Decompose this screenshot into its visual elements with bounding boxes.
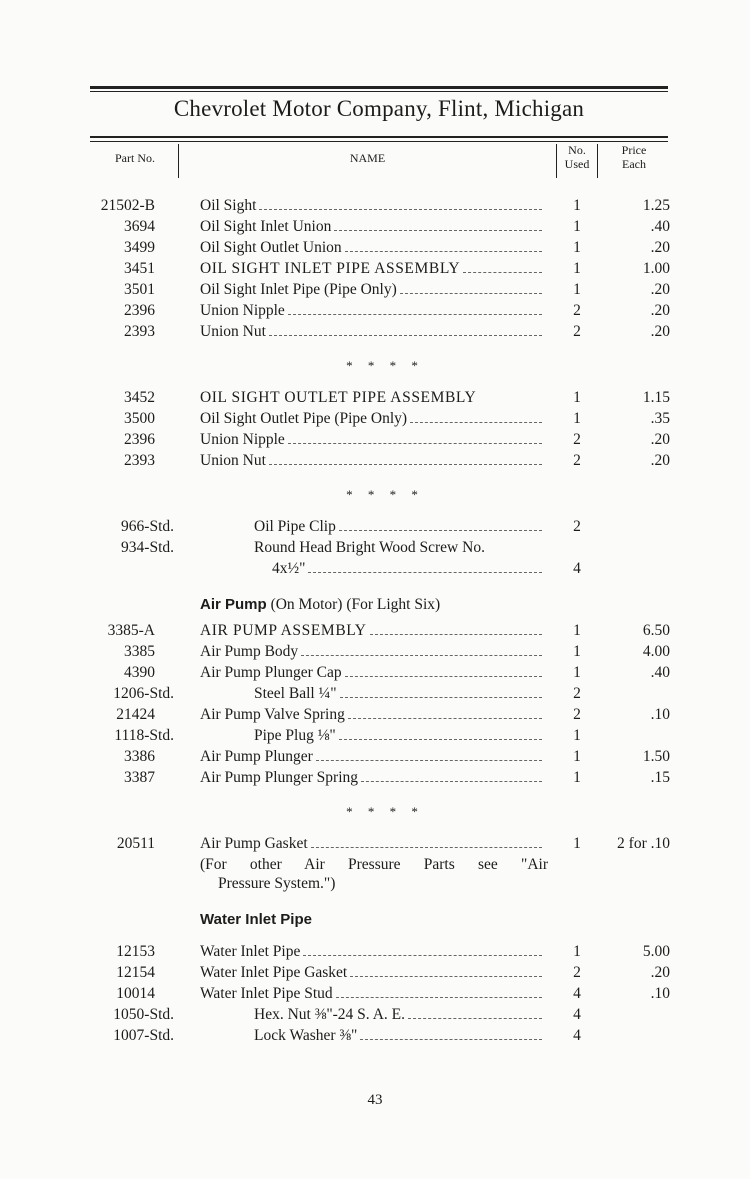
part-number: 3500 — [124, 410, 155, 427]
part-name: Round Head Bright Wood Screw No. — [254, 539, 485, 556]
table-row — [0, 662, 750, 683]
table-row — [0, 641, 750, 662]
dot-leader — [345, 237, 542, 252]
part-number: 2396 — [124, 431, 155, 448]
dot-leader — [345, 662, 542, 677]
price-each: 1.50 — [642, 748, 670, 765]
quantity-used: 1 — [573, 748, 581, 765]
part-number: 21424 — [116, 706, 155, 723]
table-row — [0, 683, 750, 704]
part-name: Air Pump Plunger — [200, 746, 545, 767]
dot-leader — [269, 450, 542, 465]
quantity-used: 2 — [573, 964, 581, 981]
table-row — [0, 516, 750, 537]
quantity-used: 2 — [573, 323, 581, 340]
price-each: .20 — [650, 323, 670, 340]
section-heading-air-pump — [200, 596, 440, 614]
dot-leader — [308, 558, 542, 573]
dot-leader — [340, 683, 542, 698]
part-number: 934-Std. — [121, 539, 174, 556]
part-number: 3386 — [124, 748, 155, 765]
column-header-price-each — [598, 143, 670, 171]
quantity-used: 1 — [573, 622, 581, 639]
dot-leader — [348, 704, 542, 719]
column-header-name: NAME — [349, 151, 386, 165]
part-number: 20511 — [116, 835, 155, 852]
column-divider — [178, 144, 179, 178]
part-name: Oil Sight Outlet Union — [200, 237, 545, 258]
part-number: 10014 — [116, 985, 155, 1002]
price-each: 2 for .10 — [617, 835, 670, 852]
part-number: 2396 — [124, 302, 155, 319]
part-number: 3694 — [124, 218, 155, 235]
table-row — [0, 983, 750, 1004]
dot-leader — [339, 725, 542, 740]
part-name: Lock Washer ⅜" — [254, 1025, 545, 1046]
quantity-used: 2 — [573, 685, 581, 702]
price-each: .20 — [650, 431, 670, 448]
title-rule-thick — [90, 136, 668, 138]
price-each: 1.00 — [642, 260, 670, 277]
page-number: 43 — [367, 1092, 383, 1108]
part-number: 12153 — [116, 943, 155, 960]
part-name: OIL SIGHT OUTLET PIPE ASSEMBLY — [200, 389, 477, 406]
table-row — [0, 321, 750, 342]
table-row — [0, 429, 750, 450]
quantity-used: 4 — [573, 985, 581, 1002]
part-name: Air Pump Gasket — [200, 833, 545, 854]
dot-leader — [288, 429, 542, 444]
part-name: Steel Ball ¼" — [254, 683, 545, 704]
part-name: Oil Pipe Clip — [254, 516, 545, 537]
quantity-used: 1 — [573, 643, 581, 660]
price-each: .20 — [650, 281, 670, 298]
dot-leader — [408, 1004, 542, 1019]
price-each: .20 — [650, 302, 670, 319]
part-number: 1050-Std. — [113, 1006, 174, 1023]
quantity-used: 2 — [573, 706, 581, 723]
quantity-used: 1 — [573, 410, 581, 427]
section-separator: * * * * — [346, 487, 424, 502]
dot-leader — [370, 620, 542, 635]
section-title: Air Pump — [200, 596, 267, 613]
part-number: 4390 — [124, 664, 155, 681]
dot-leader — [336, 983, 542, 998]
part-name: AIR PUMP ASSEMBLY — [200, 620, 545, 641]
part-name: Oil Sight Inlet Union — [200, 216, 545, 237]
part-number: 2393 — [124, 323, 155, 340]
part-number: 1118-Std. — [114, 727, 174, 744]
top-rule-thin — [90, 91, 668, 92]
price-each: 1.15 — [642, 389, 670, 406]
table-row — [0, 833, 750, 854]
column-header-used-label: Used — [564, 157, 590, 171]
dot-leader — [303, 941, 542, 956]
table-row — [0, 300, 750, 321]
section-heading-water-inlet-pipe — [200, 911, 312, 929]
dot-leader — [288, 300, 542, 315]
quantity-used: 2 — [573, 302, 581, 319]
column-header-no-label: No. — [568, 143, 586, 157]
price-each: 6.50 — [642, 622, 670, 639]
table-row — [0, 1025, 750, 1046]
part-name: Oil Sight Inlet Pipe (Pipe Only) — [200, 279, 545, 300]
dot-leader — [269, 321, 542, 336]
table-row — [0, 387, 750, 408]
price-each: .20 — [650, 452, 670, 469]
quantity-used: 1 — [573, 218, 581, 235]
quantity-used: 1 — [573, 260, 581, 277]
price-each: .20 — [650, 964, 670, 981]
table-row — [0, 537, 750, 558]
part-name: Air Pump Plunger Spring — [200, 767, 545, 788]
table-row — [0, 1004, 750, 1025]
quantity-used: 1 — [573, 664, 581, 681]
dot-leader — [360, 1025, 542, 1040]
price-each: .35 — [650, 410, 670, 427]
part-number: 3452 — [124, 389, 155, 406]
part-number: 966-Std. — [121, 518, 174, 535]
quantity-used: 4 — [573, 560, 581, 577]
quantity-used: 1 — [573, 835, 581, 852]
table-row — [0, 746, 750, 767]
dot-leader — [311, 833, 542, 848]
page-title: Chevrolet Motor Company, Flint, Michigan — [173, 96, 585, 121]
price-each: 1.25 — [642, 197, 670, 214]
part-name: Air Pump Plunger Cap — [200, 662, 545, 683]
part-number: 1206-Std. — [113, 685, 174, 702]
table-row — [0, 258, 750, 279]
cross-reference-note — [200, 855, 548, 893]
note-line: Pressure System.") — [218, 875, 336, 892]
part-name: Air Pump Body — [200, 641, 545, 662]
part-name: Air Pump Valve Spring — [200, 704, 545, 725]
part-number: 12154 — [116, 964, 155, 981]
part-name: Union Nut — [200, 450, 545, 471]
dot-leader — [410, 408, 542, 423]
dot-leader — [259, 195, 542, 210]
section-subtitle: (On Motor) (For Light Six) — [270, 596, 441, 613]
quantity-used: 2 — [573, 452, 581, 469]
price-each: .15 — [650, 769, 670, 786]
price-each: 4.00 — [642, 643, 670, 660]
column-header-part-no: Part No. — [115, 151, 155, 165]
table-row — [0, 962, 750, 983]
part-name: Pipe Plug ⅛" — [254, 725, 545, 746]
dot-leader — [301, 641, 542, 656]
table-row — [0, 408, 750, 429]
quantity-used: 1 — [573, 239, 581, 256]
quantity-used: 1 — [573, 727, 581, 744]
dot-leader — [400, 279, 542, 294]
table-row — [0, 450, 750, 471]
part-number: 3385-A — [107, 622, 155, 639]
part-number: 3501 — [124, 281, 155, 298]
part-number: 3451 — [124, 260, 155, 277]
table-row — [0, 216, 750, 237]
part-number: 3385 — [124, 643, 155, 660]
dot-leader — [361, 767, 542, 782]
top-rule-thick — [90, 86, 668, 89]
part-number: 3499 — [124, 239, 155, 256]
part-number: 21502-B — [100, 197, 155, 214]
part-name: Water Inlet Pipe Stud — [200, 983, 545, 1004]
table-row — [0, 195, 750, 216]
quantity-used: 1 — [573, 197, 581, 214]
part-name: Union Nipple — [200, 429, 545, 450]
price-each: .40 — [650, 664, 670, 681]
quantity-used: 2 — [573, 431, 581, 448]
price-each: .40 — [650, 218, 670, 235]
table-row — [0, 941, 750, 962]
table-row — [0, 704, 750, 725]
quantity-used: 2 — [573, 518, 581, 535]
table-row — [0, 620, 750, 641]
quantity-used: 1 — [573, 769, 581, 786]
table-row — [0, 558, 750, 579]
dot-leader — [339, 516, 542, 531]
title-rule-thin — [90, 141, 668, 142]
part-name: Hex. Nut ⅜"-24 S. A. E. — [254, 1004, 545, 1025]
quantity-used: 4 — [573, 1027, 581, 1044]
part-number: 2393 — [124, 452, 155, 469]
quantity-used: 4 — [573, 1006, 581, 1023]
part-number: 3387 — [124, 769, 155, 786]
quantity-used: 1 — [573, 389, 581, 406]
part-name: OIL SIGHT INLET PIPE ASSEMBLY — [200, 258, 545, 279]
part-number: 1007-Std. — [113, 1027, 174, 1044]
part-name: Oil Sight Outlet Pipe (Pipe Only) — [200, 408, 545, 429]
part-name: Oil Sight — [200, 195, 545, 216]
price-each: .10 — [650, 706, 670, 723]
part-name: Water Inlet Pipe Gasket — [200, 962, 545, 983]
table-row — [0, 767, 750, 788]
dot-leader — [463, 258, 542, 273]
price-each: .20 — [650, 239, 670, 256]
part-name: Water Inlet Pipe — [200, 941, 545, 962]
table-row — [0, 725, 750, 746]
dot-leader — [316, 746, 542, 761]
column-header-each-label: Each — [622, 157, 646, 171]
part-name: Union Nut — [200, 321, 545, 342]
table-row — [0, 237, 750, 258]
table-row — [0, 279, 750, 300]
part-name: Union Nipple — [200, 300, 545, 321]
dot-leader — [350, 962, 542, 977]
quantity-used: 1 — [573, 281, 581, 298]
quantity-used: 1 — [573, 943, 581, 960]
column-header-price-label: Price — [621, 143, 647, 157]
section-separator: * * * * — [346, 804, 424, 819]
note-line: (For other Air Pressure Parts see "Air — [200, 856, 548, 873]
part-name: 4x½" — [272, 558, 545, 579]
price-each: 5.00 — [642, 943, 670, 960]
section-title: Water Inlet Pipe — [200, 911, 312, 928]
section-separator: * * * * — [346, 358, 424, 373]
dot-leader — [334, 216, 542, 231]
column-header-no-used — [557, 143, 597, 171]
price-each: .10 — [650, 985, 670, 1002]
